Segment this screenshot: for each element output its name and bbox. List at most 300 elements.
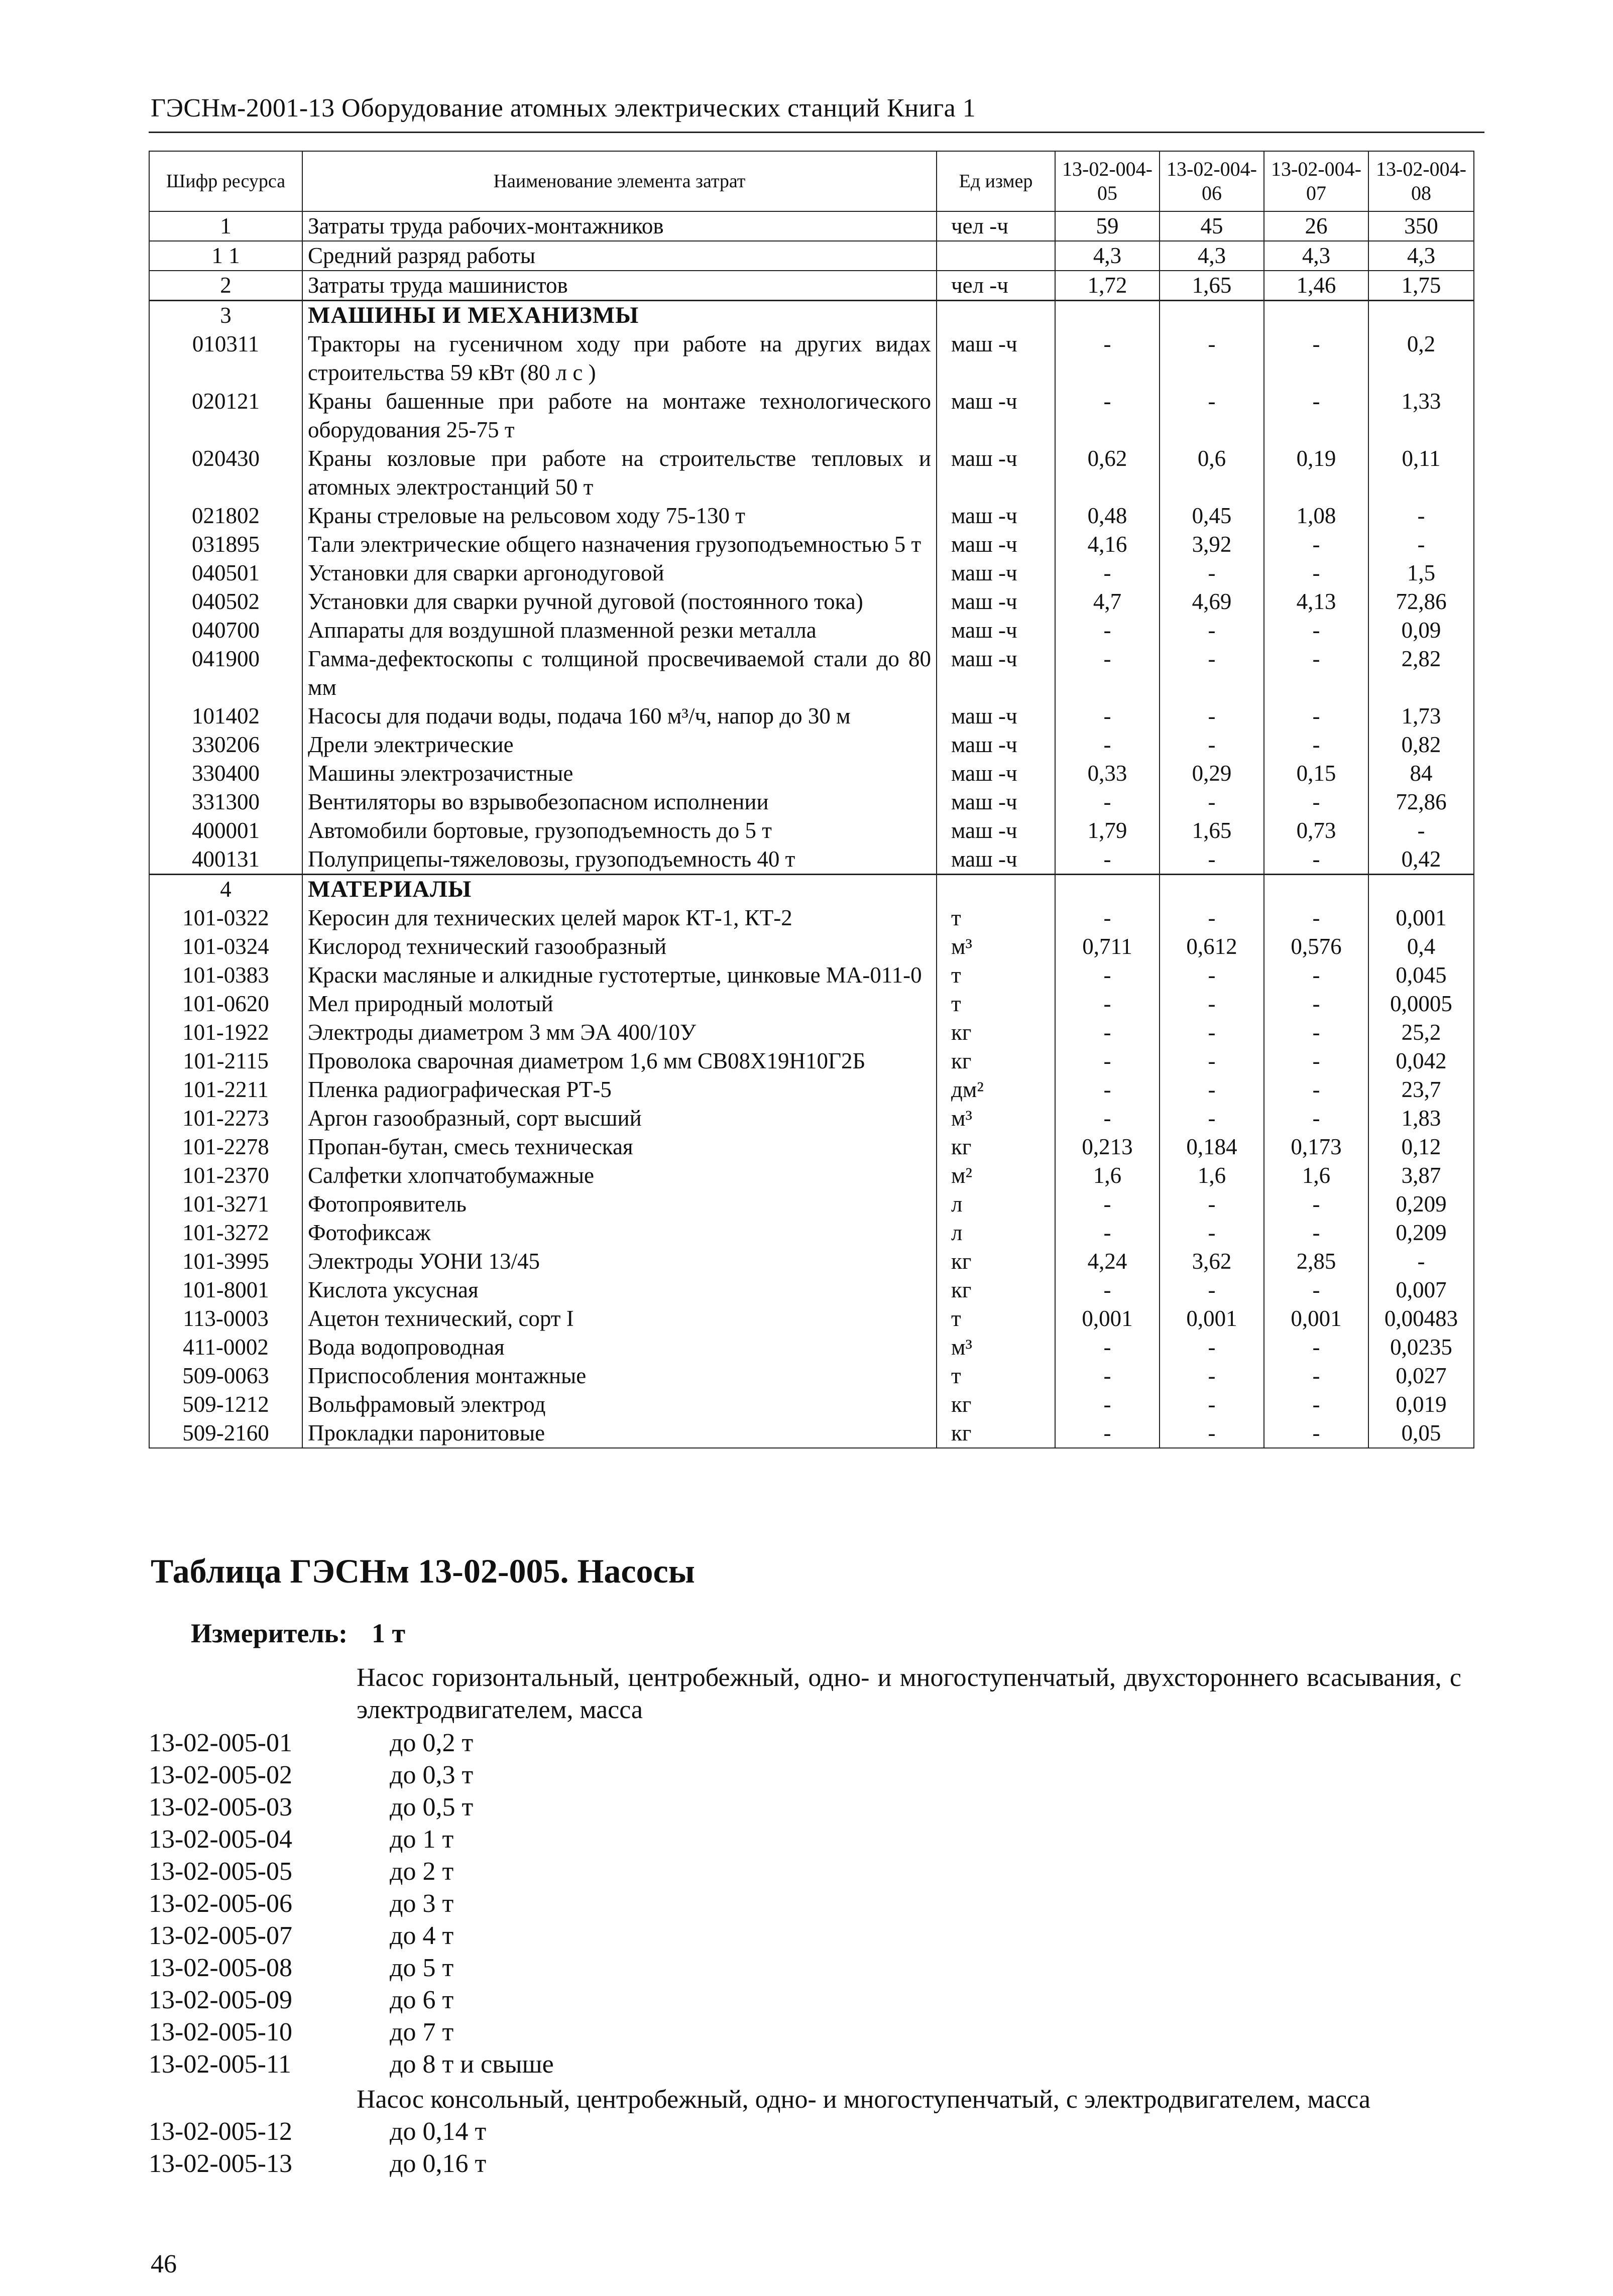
cell-code: 101-8001 — [149, 1276, 302, 1304]
cell-value-2: 0,6 — [1160, 444, 1264, 502]
cell-value-2: 0,001 — [1160, 1304, 1264, 1333]
cell-value-2: - — [1160, 845, 1264, 875]
cell-value-3: - — [1264, 990, 1368, 1018]
cell-value-4: 350 — [1368, 211, 1474, 241]
page-number: 46 — [151, 2250, 177, 2278]
cell-name: Кислород технический газообразный — [302, 932, 937, 961]
item-value: до 6 т — [390, 1986, 454, 2014]
cell-unit: т — [937, 904, 1055, 932]
cell-value-3: 26 — [1264, 211, 1368, 241]
cell-value-2: 4,69 — [1160, 587, 1264, 616]
cell-unit — [937, 875, 1055, 904]
cell-value-4: 1,83 — [1368, 1104, 1474, 1133]
cell-code: 040501 — [149, 559, 302, 587]
cell-code: 330400 — [149, 759, 302, 788]
cell-code: 330206 — [149, 731, 302, 759]
item-value: до 4 т — [390, 1921, 454, 1950]
group1-item — [149, 1888, 554, 1920]
item-value: до 0,16 т — [390, 2149, 487, 2178]
item-value: до 0,5 т — [390, 1793, 474, 1822]
table-row — [149, 387, 1474, 444]
item-code: 13-02-005-09 — [149, 1986, 292, 2014]
cell-value-3 — [1264, 875, 1368, 904]
item-value: до 2 т — [390, 1857, 454, 1886]
item-code: 13-02-005-10 — [149, 2018, 292, 2046]
cell-unit: кг — [937, 1018, 1055, 1047]
section-row — [149, 301, 1474, 330]
table-row — [149, 1419, 1474, 1448]
cell-value-1: - — [1055, 387, 1160, 444]
cell-unit: л — [937, 1219, 1055, 1247]
cell-value-2: - — [1160, 1419, 1264, 1448]
cell-value-2: - — [1160, 1333, 1264, 1362]
cell-value-4 — [1368, 301, 1474, 330]
cell-value-2: - — [1160, 1018, 1264, 1047]
cell-unit — [937, 301, 1055, 330]
group1-item — [149, 1984, 554, 2016]
table-row — [149, 530, 1474, 559]
cell-unit: маш -ч — [937, 731, 1055, 759]
group1-description: Насос горизонтальный, центробежный, одно- и многоступенчатый, двухстороннего всасывания, с электродвигателем, масса — [357, 1663, 1461, 1724]
cell-name: Ацетон технический, сорт I — [302, 1304, 937, 1333]
item-code: 13-02-005-13 — [149, 2149, 292, 2178]
cell-name: Установки для сварки аргонодуговой — [302, 559, 937, 587]
cell-value-2: - — [1160, 990, 1264, 1018]
cell-value-1: - — [1055, 1104, 1160, 1133]
cell-value-1: 1,79 — [1055, 816, 1160, 845]
cell-value-2: - — [1160, 702, 1264, 731]
cell-name: Краны башенные при работе на монтаже технологического оборудования 25-75 т — [302, 387, 937, 444]
cell-value-2: 0,612 — [1160, 932, 1264, 961]
cell-unit: м² — [937, 1161, 1055, 1190]
cell-unit: т — [937, 961, 1055, 990]
table-row — [149, 444, 1474, 502]
cell-name: Пленка радиографическая РТ-5 — [302, 1075, 937, 1104]
cell-code: 113-0003 — [149, 1304, 302, 1333]
cell-value-2: - — [1160, 788, 1264, 816]
cell-code: 031895 — [149, 530, 302, 559]
cell-value-1: - — [1055, 731, 1160, 759]
cell-name: Средний разряд работы — [302, 241, 937, 271]
item-value: до 0,14 т — [390, 2117, 487, 2146]
cell-unit: маш -ч — [937, 645, 1055, 702]
cell-value-2: 1,65 — [1160, 271, 1264, 301]
cell-name: Дрели электрические — [302, 731, 937, 759]
cell-value-1: - — [1055, 1047, 1160, 1075]
cell-code: 2 — [149, 271, 302, 301]
cell-unit: маш -ч — [937, 387, 1055, 444]
cell-code: 021802 — [149, 502, 302, 530]
cell-value-1: - — [1055, 702, 1160, 731]
cell-unit: т — [937, 1304, 1055, 1333]
cell-value-1: - — [1055, 645, 1160, 702]
cell-value-1: 0,33 — [1055, 759, 1160, 788]
table-row — [149, 759, 1474, 788]
table-row — [149, 616, 1474, 645]
cell-name: Краски масляные и алкидные густотертые, цинковые МА-011-0 — [302, 961, 937, 990]
cell-unit: м³ — [937, 932, 1055, 961]
cell-unit: маш -ч — [937, 587, 1055, 616]
table-row — [149, 1047, 1474, 1075]
cell-value-1: - — [1055, 1018, 1160, 1047]
cell-unit: т — [937, 1362, 1055, 1390]
item-code: 13-02-005-12 — [149, 2117, 292, 2146]
table-row — [149, 731, 1474, 759]
cell-value-2: 1,65 — [1160, 816, 1264, 845]
cell-value-4: 0,00483 — [1368, 1304, 1474, 1333]
cell-code: 041900 — [149, 645, 302, 702]
group2-item — [149, 2116, 486, 2148]
cell-value-3: - — [1264, 845, 1368, 875]
cell-unit: кг — [937, 1247, 1055, 1276]
item-code: 13-02-005-03 — [149, 1793, 292, 1822]
cell-value-3: - — [1264, 731, 1368, 759]
item-code: 13-02-005-04 — [149, 1825, 292, 1854]
cell-value-3: - — [1264, 559, 1368, 587]
cell-value-1: 0,711 — [1055, 932, 1160, 961]
cell-value-1: - — [1055, 788, 1160, 816]
cell-value-3: 0,001 — [1264, 1304, 1368, 1333]
cell-name: Краны козловые при работе на строительстве тепловых и атомных электростанций 50 т — [302, 444, 937, 502]
column-header-c3: 13-02-004-07 — [1264, 151, 1368, 211]
group1-list — [149, 1727, 554, 2081]
cell-name: Керосин для технических целей марок КТ-1, КТ-2 — [302, 904, 937, 932]
table-row — [149, 1161, 1474, 1190]
table-row — [149, 1304, 1474, 1333]
cell-value-4: 0,12 — [1368, 1133, 1474, 1161]
cell-code: 101-0383 — [149, 961, 302, 990]
item-value: до 1 т — [390, 1825, 454, 1854]
cell-code: 400001 — [149, 816, 302, 845]
resource-table — [149, 151, 1474, 1448]
cell-value-2: - — [1160, 616, 1264, 645]
cell-unit: маш -ч — [937, 816, 1055, 845]
cell-code: 1 — [149, 211, 302, 241]
cell-code: 020430 — [149, 444, 302, 502]
cell-value-2: - — [1160, 1075, 1264, 1104]
cell-value-1: - — [1055, 616, 1160, 645]
cell-value-3 — [1264, 301, 1368, 330]
cell-value-2: 3,92 — [1160, 530, 1264, 559]
cell-value-4 — [1368, 875, 1474, 904]
item-code: 13-02-005-02 — [149, 1761, 292, 1789]
table-row — [149, 1190, 1474, 1219]
cell-unit: м³ — [937, 1333, 1055, 1362]
cell-code: 101402 — [149, 702, 302, 731]
cell-value-1: 0,48 — [1055, 502, 1160, 530]
header-rule — [149, 132, 1484, 133]
cell-value-3: - — [1264, 1104, 1368, 1133]
item-code: 13-02-005-07 — [149, 1921, 292, 1950]
cell-value-4: 0,0235 — [1368, 1333, 1474, 1362]
item-value: до 0,2 т — [390, 1729, 474, 1757]
cell-name: Приспособления монтажные — [302, 1362, 937, 1390]
cell-value-4: 0,2 — [1368, 330, 1474, 387]
cell-name: Электроды УОНИ 13/45 — [302, 1247, 937, 1276]
cell-value-1: 0,213 — [1055, 1133, 1160, 1161]
cell-value-3: 2,85 — [1264, 1247, 1368, 1276]
table-row — [149, 816, 1474, 845]
table-row — [149, 1075, 1474, 1104]
cell-code: 101-3272 — [149, 1219, 302, 1247]
cell-value-4: 25,2 — [1368, 1018, 1474, 1047]
cell-name: Полуприцепы-тяжеловозы, грузоподъемность 40 т — [302, 845, 937, 875]
table-row — [149, 990, 1474, 1018]
group1-item — [149, 1727, 554, 1759]
cell-value-4: 0,209 — [1368, 1190, 1474, 1219]
cell-value-2: - — [1160, 1219, 1264, 1247]
cell-name: Затраты труда рабочих-монтажников — [302, 211, 937, 241]
cell-value-4: 0,209 — [1368, 1219, 1474, 1247]
cell-value-1: - — [1055, 1390, 1160, 1419]
cell-code: 4 — [149, 875, 302, 904]
cell-value-1: 4,7 — [1055, 587, 1160, 616]
cell-value-4: 0,11 — [1368, 444, 1474, 502]
cell-code: 509-1212 — [149, 1390, 302, 1419]
cell-name: Затраты труда машинистов — [302, 271, 937, 301]
cell-value-4: 0,82 — [1368, 731, 1474, 759]
cell-value-4: 1,75 — [1368, 271, 1474, 301]
cell-unit: л — [937, 1190, 1055, 1219]
cell-value-2: - — [1160, 1104, 1264, 1133]
cell-value-1: 4,24 — [1055, 1247, 1160, 1276]
cell-value-1: - — [1055, 559, 1160, 587]
column-header-c4: 13-02-004-08 — [1368, 151, 1474, 211]
cell-value-3: - — [1264, 616, 1368, 645]
cell-unit: маш -ч — [937, 616, 1055, 645]
cell-value-1 — [1055, 875, 1160, 904]
cell-value-1: - — [1055, 330, 1160, 387]
table-row — [149, 587, 1474, 616]
table-row — [149, 1104, 1474, 1133]
table-header-row — [149, 151, 1474, 211]
table-title: Таблица ГЭСНм 13-02-005. Насосы — [151, 1552, 695, 1590]
cell-value-4: 0,0005 — [1368, 990, 1474, 1018]
cell-unit: кг — [937, 1047, 1055, 1075]
table-row — [149, 1333, 1474, 1362]
cell-value-4: 0,42 — [1368, 845, 1474, 875]
cell-name: МАТЕРИАЛЫ — [302, 875, 937, 904]
column-header-c2: 13-02-004-06 — [1160, 151, 1264, 211]
cell-value-3: 4,3 — [1264, 241, 1368, 271]
item-code: 13-02-005-06 — [149, 1889, 292, 1918]
cell-value-1: - — [1055, 1333, 1160, 1362]
cell-value-1: 4,3 — [1055, 241, 1160, 271]
item-value: до 7 т — [390, 2018, 454, 2046]
cell-unit: м³ — [937, 1104, 1055, 1133]
group2-description: Насос консольный, центробежный, одно- и многоступенчатый, с электродвигателем, масса — [357, 2085, 1370, 2114]
cell-value-1: 1,6 — [1055, 1161, 1160, 1190]
cell-value-4: 0,045 — [1368, 961, 1474, 990]
cell-value-2: 3,62 — [1160, 1247, 1264, 1276]
item-value: до 3 т — [390, 1889, 454, 1918]
cell-value-3: 4,13 — [1264, 587, 1368, 616]
cell-value-4: 0,019 — [1368, 1390, 1474, 1419]
cell-value-3: 0,15 — [1264, 759, 1368, 788]
cell-value-1: 4,16 — [1055, 530, 1160, 559]
cell-code: 101-3271 — [149, 1190, 302, 1219]
table-row — [149, 788, 1474, 816]
cell-value-2: 0,45 — [1160, 502, 1264, 530]
cell-value-2: - — [1160, 1047, 1264, 1075]
cell-value-3: - — [1264, 1219, 1368, 1247]
cell-name: Вентиляторы во взрывобезопасном исполнении — [302, 788, 937, 816]
cell-name: Прокладки паронитовые — [302, 1419, 937, 1448]
cell-code: 509-0063 — [149, 1362, 302, 1390]
cell-code: 101-0322 — [149, 904, 302, 932]
table-row — [149, 271, 1474, 301]
cell-value-4: 0,027 — [1368, 1362, 1474, 1390]
cell-value-3: 0,19 — [1264, 444, 1368, 502]
table-row — [149, 932, 1474, 961]
group2-item — [149, 2148, 486, 2180]
cell-code: 101-1922 — [149, 1018, 302, 1047]
cell-code: 101-2273 — [149, 1104, 302, 1133]
cell-value-2: - — [1160, 330, 1264, 387]
cell-value-4: 0,09 — [1368, 616, 1474, 645]
cell-value-2: 1,6 — [1160, 1161, 1264, 1190]
cell-unit: маш -ч — [937, 759, 1055, 788]
cell-code: 400131 — [149, 845, 302, 875]
column-header-code: Шифр ресурса — [149, 151, 302, 211]
cell-code: 101-0324 — [149, 932, 302, 961]
cell-value-4: 1,5 — [1368, 559, 1474, 587]
cell-value-4: 72,86 — [1368, 587, 1474, 616]
group1-item — [149, 1952, 554, 1984]
cell-value-3: - — [1264, 645, 1368, 702]
cell-value-2: 0,29 — [1160, 759, 1264, 788]
cell-value-1: 1,72 — [1055, 271, 1160, 301]
cell-unit: чел -ч — [937, 211, 1055, 241]
cell-name: Тракторы на гусеничном ходу при работе на других видах строительства 59 кВт (80 л с ) — [302, 330, 937, 387]
cell-value-2: - — [1160, 1390, 1264, 1419]
cell-name: Тали электрические общего назначения грузоподъемностью 5 т — [302, 530, 937, 559]
table-row — [149, 1362, 1474, 1390]
cell-name: Мел природный молотый — [302, 990, 937, 1018]
cell-value-3: - — [1264, 788, 1368, 816]
cell-value-3: - — [1264, 1190, 1368, 1219]
cell-value-4: 72,86 — [1368, 788, 1474, 816]
cell-value-4: - — [1368, 816, 1474, 845]
cell-name: Фотофиксаж — [302, 1219, 937, 1247]
cell-value-3: - — [1264, 961, 1368, 990]
cell-value-1: 59 — [1055, 211, 1160, 241]
table-row — [149, 1018, 1474, 1047]
table-row — [149, 241, 1474, 271]
cell-unit: кг — [937, 1133, 1055, 1161]
group1-item — [149, 1759, 554, 1791]
cell-value-2: - — [1160, 731, 1264, 759]
cell-value-4: - — [1368, 1247, 1474, 1276]
cell-value-4: 84 — [1368, 759, 1474, 788]
item-value: до 8 т и свыше — [390, 2050, 554, 2079]
cell-code: 3 — [149, 301, 302, 330]
cell-value-4: - — [1368, 502, 1474, 530]
cell-unit — [937, 241, 1055, 271]
cell-value-2: - — [1160, 387, 1264, 444]
cell-value-4: 1,73 — [1368, 702, 1474, 731]
cell-value-2: 45 — [1160, 211, 1264, 241]
cell-value-1: 0,001 — [1055, 1304, 1160, 1333]
cell-value-3: - — [1264, 1390, 1368, 1419]
cell-code: 509-2160 — [149, 1419, 302, 1448]
cell-value-1: - — [1055, 845, 1160, 875]
cell-code: 101-3995 — [149, 1247, 302, 1276]
cell-value-4: 0,05 — [1368, 1419, 1474, 1448]
meter-label: Измеритель: — [191, 1618, 348, 1648]
cell-name: Установки для сварки ручной дуговой (постоянного тока) — [302, 587, 937, 616]
item-code: 13-02-005-01 — [149, 1729, 292, 1757]
cell-name: Аппараты для воздушной плазменной резки металла — [302, 616, 937, 645]
cell-name: МАШИНЫ И МЕХАНИЗМЫ — [302, 301, 937, 330]
cell-value-2: - — [1160, 961, 1264, 990]
cell-value-2: - — [1160, 1276, 1264, 1304]
cell-name: Вода водопроводная — [302, 1333, 937, 1362]
cell-code: 101-2370 — [149, 1161, 302, 1190]
group1-item — [149, 2016, 554, 2048]
cell-name: Автомобили бортовые, грузоподъемность до 5 т — [302, 816, 937, 845]
cell-value-3: 0,576 — [1264, 932, 1368, 961]
cell-value-4: 0,042 — [1368, 1047, 1474, 1075]
cell-code: 040502 — [149, 587, 302, 616]
section-row — [149, 875, 1474, 904]
cell-value-1: - — [1055, 1362, 1160, 1390]
cell-value-1: - — [1055, 990, 1160, 1018]
cell-value-3: - — [1264, 530, 1368, 559]
cell-value-3: - — [1264, 702, 1368, 731]
cell-value-2 — [1160, 875, 1264, 904]
running-title: ГЭСНм-2001-13 Оборудование атомных электрических станций Книга 1 — [151, 94, 976, 123]
cell-code: 101-2211 — [149, 1075, 302, 1104]
cell-name: Фотопроявитель — [302, 1190, 937, 1219]
cell-value-4: 1,33 — [1368, 387, 1474, 444]
cell-name: Пропан-бутан, смесь техническая — [302, 1133, 937, 1161]
cell-unit: кг — [937, 1390, 1055, 1419]
cell-unit: маш -ч — [937, 702, 1055, 731]
cell-unit: маш -ч — [937, 530, 1055, 559]
cell-name: Электроды диаметром 3 мм ЭА 400/10У — [302, 1018, 937, 1047]
meter-value: 1 т — [372, 1618, 406, 1648]
cell-value-4: 0,001 — [1368, 904, 1474, 932]
cell-value-3: - — [1264, 1362, 1368, 1390]
table-row — [149, 502, 1474, 530]
cell-value-3: - — [1264, 1075, 1368, 1104]
cell-value-4: 0,007 — [1368, 1276, 1474, 1304]
table-row — [149, 1133, 1474, 1161]
cell-name: Краны стреловые на рельсовом ходу 75-130 т — [302, 502, 937, 530]
cell-value-2: - — [1160, 559, 1264, 587]
cell-code: 101-2115 — [149, 1047, 302, 1075]
cell-value-1: 0,62 — [1055, 444, 1160, 502]
item-code: 13-02-005-08 — [149, 1954, 292, 1982]
cell-name: Салфетки хлопчатобумажные — [302, 1161, 937, 1190]
cell-code: 010311 — [149, 330, 302, 387]
cell-value-3: - — [1264, 1333, 1368, 1362]
cell-value-4: 2,82 — [1368, 645, 1474, 702]
cell-value-1: - — [1055, 1219, 1160, 1247]
cell-value-1: - — [1055, 1190, 1160, 1219]
cell-value-2 — [1160, 301, 1264, 330]
cell-value-1: - — [1055, 1075, 1160, 1104]
cell-unit: маш -ч — [937, 330, 1055, 387]
cell-value-4: 3,87 — [1368, 1161, 1474, 1190]
group1-item — [149, 1824, 554, 1856]
cell-value-2: - — [1160, 645, 1264, 702]
cell-value-3: - — [1264, 1018, 1368, 1047]
cell-unit: кг — [937, 1276, 1055, 1304]
cell-name: Насосы для подачи воды, подача 160 м³/ч, напор до 30 м — [302, 702, 937, 731]
resource-table-body — [149, 211, 1474, 1448]
